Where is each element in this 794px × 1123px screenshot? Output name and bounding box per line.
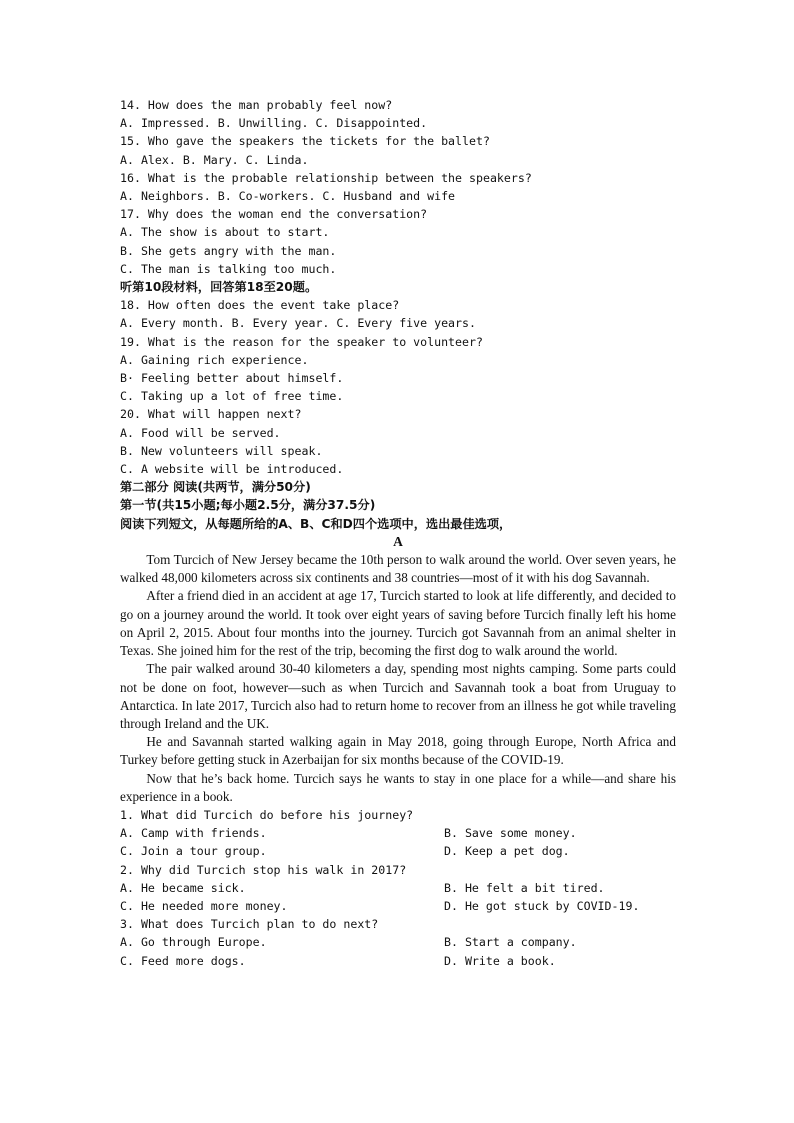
passage-paragraph: Now that he’s back home. Turcich says he wants to stay in one place for a while—and share his experience in a book. — [120, 770, 676, 804]
option-line: A. Impressed. B. Unwilling. C. Disappointed. — [120, 116, 428, 131]
question-line: 14. How does the man probably feel now? — [120, 98, 393, 112]
option-c: C. Join a tour group. — [120, 844, 267, 859]
passage-paragraph: Tom Turcich of New Jersey became the 10th person to walk around the world. Over seven years, he walked 48,000 kilometers across six continents and 38 countries—most of it with his dog Savannah. — [120, 552, 676, 586]
question-line: 17. Why does the woman end the conversation? — [120, 207, 428, 222]
option-row — [120, 824, 676, 842]
option-line: C. Taking up a lot of free time. — [120, 389, 344, 404]
option-b: B. He felt a bit tired. — [444, 880, 605, 895]
question-line: 18. How often does the event take place? — [120, 298, 400, 313]
question-line: 19. What is the reason for the speaker to volunteer? — [120, 334, 483, 349]
question-block — [120, 861, 676, 916]
passage-title: A — [393, 533, 403, 549]
question-block — [120, 915, 676, 970]
question-line: 20. What will happen next? — [120, 407, 302, 422]
option-d: D. He got stuck by COVID-19. — [444, 898, 640, 913]
option-line: C. The man is talking too much. — [120, 261, 337, 276]
option-row — [120, 842, 676, 860]
page-content — [120, 96, 676, 970]
option-a: A. He became sick. — [120, 880, 246, 895]
option-a: A. Camp with friends. — [120, 826, 267, 841]
listening-questions — [120, 96, 676, 478]
instruction-text: 阅读下列短文，从每题所给的A、B、C和D四个选项中，选出最佳选项， — [120, 516, 512, 531]
option-line: A. Food will be served. — [120, 425, 281, 440]
option-row — [120, 879, 676, 897]
section-heading: 听第10段材料，回答第18至20题。 — [120, 280, 318, 295]
option-line: A. Alex. B. Mary. C. Linda. — [120, 152, 309, 167]
option-row — [120, 933, 676, 951]
question-stem: 2. Why did Turcich stop his walk in 2017? — [120, 862, 407, 877]
option-line: A. The show is about to start. — [120, 225, 330, 240]
option-a: A. Go through Europe. — [120, 935, 267, 950]
option-line: B. She gets angry with the man. — [120, 243, 337, 258]
option-line: C. A website will be introduced. — [120, 462, 344, 477]
passage-paragraph: The pair walked around 30-40 kilometers a day, spending most nights camping. Some parts could not be done on foot, however—such as when Turcich and Savannah took a boat from Uruguay to Antarctica. In late 2017, Turcich also had to return home to recover from an illness he got while traveling through Ireland and the UK. — [120, 661, 676, 731]
option-d: D. Write a book. — [444, 953, 556, 968]
part-heading: 第二部分 阅读(共两节，满分50分) — [120, 480, 311, 495]
option-c: C. He needed more money. — [120, 898, 288, 913]
option-d: D. Keep a pet dog. — [444, 844, 570, 859]
question-stem: 1. What did Turcich do before his journey? — [120, 807, 414, 822]
question-line: 16. What is the probable relationship between the speakers? — [120, 170, 532, 185]
question-stem: 3. What does Turcich plan to do next? — [120, 917, 379, 932]
reading-section — [120, 478, 676, 969]
option-line: A. Neighbors. B. Co-workers. C. Husband and wife — [120, 189, 456, 204]
question-block — [120, 806, 676, 861]
passage-paragraph: After a friend died in an accident at age 17, Turcich started to look at life differently, and decided to go on a journey around the world. It took over eight years of saving before Turcich finally left his home on April 2, 2015. About four months into the journey. Turcich got Savannah from an animal shelter in Texas. She joined him for the rest of the trip, becoming the first dog to walk around the world. — [120, 588, 676, 659]
option-b: B. Start a company. — [444, 935, 577, 950]
option-line: A. Every month. B. Every year. C. Every five years. — [120, 316, 476, 331]
section-heading: 第一节(共15小题;每小题2.5分，满分37.5分) — [120, 498, 376, 513]
option-c: C. Feed more dogs. — [120, 953, 246, 968]
option-row — [120, 897, 676, 915]
option-line: B. New volunteers will speak. — [120, 443, 323, 458]
option-row — [120, 952, 676, 970]
option-line: B· Feeling better about himself. — [120, 371, 344, 386]
question-line: 15. Who gave the speakers the tickets for the ballet? — [120, 134, 490, 149]
option-line: A. Gaining rich experience. — [120, 352, 309, 367]
passage-paragraph: He and Savannah started walking again in May 2018, going through Europe, North Africa and Turkey before getting stuck in Azerbaijan for six months because of the COVID-19. — [120, 734, 676, 768]
option-b: B. Save some money. — [444, 826, 577, 841]
